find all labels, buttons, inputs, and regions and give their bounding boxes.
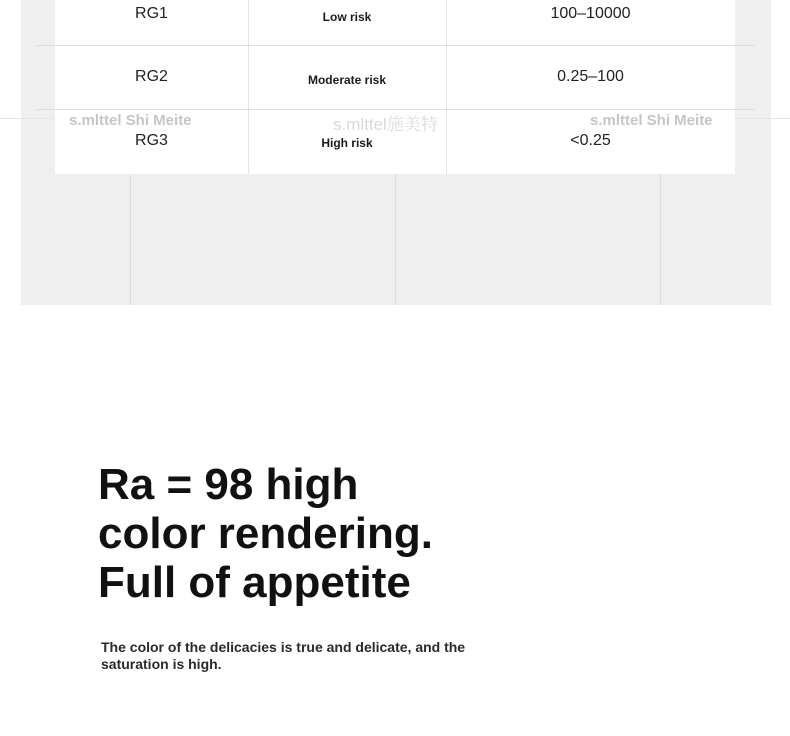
risk-group-cell: RG3 [135, 132, 168, 149]
risk-level-cell: High risk [321, 136, 373, 150]
range-cell: 0.25–100 [557, 68, 624, 85]
watermark-right: s.mlttel Shi Meite [590, 112, 713, 129]
risk-group-cell: RG2 [135, 68, 168, 85]
risk-level-cell: Low risk [322, 10, 372, 24]
headline-line: Full of appetite [98, 558, 411, 607]
risk-group-cell: RG1 [135, 5, 168, 22]
table-row [55, 0, 735, 46]
range-cell: <0.25 [570, 132, 611, 149]
headline-line: Ra = 98 high [98, 460, 359, 509]
risk-level-cell: Moderate risk [307, 73, 387, 87]
watermark-center: s.mlttel施美特 [333, 115, 438, 134]
risk-group-table [55, 0, 735, 174]
range-cell: 100–10000 [550, 5, 631, 22]
watermark-left: s.mlttel Shi Meite [69, 112, 192, 129]
table-row [55, 45, 735, 109]
headline-line: color rendering. [98, 509, 433, 558]
headline [98, 460, 698, 607]
description-text: The color of the delicacies is true and delicate, and the saturation is high. [101, 639, 466, 672]
